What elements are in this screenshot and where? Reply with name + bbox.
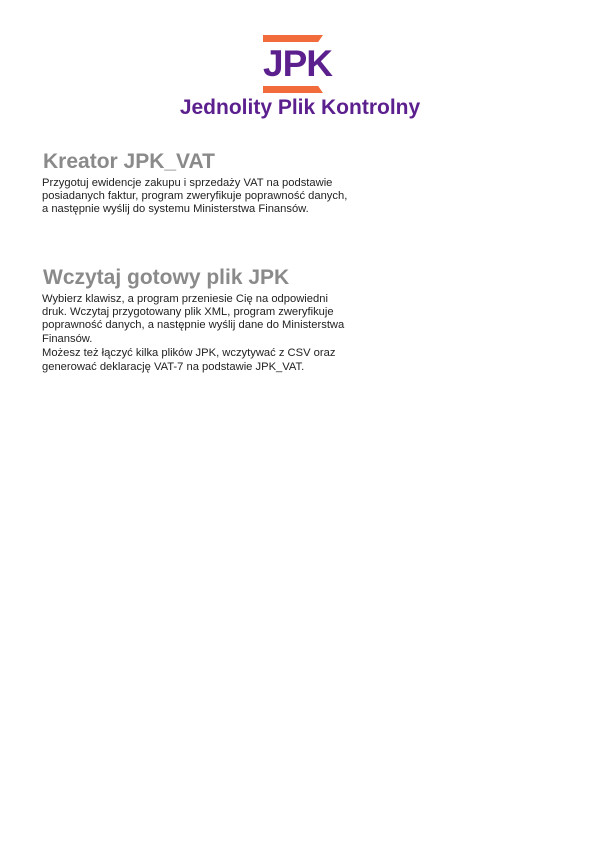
- text-line: generować deklarację VAT-7 na podstawie JPK_VAT.: [42, 361, 305, 374]
- text-line: druk. Wczytaj przygotowany plik XML, program zweryfikuje: [42, 306, 334, 319]
- section-title-kreator: Kreator JPK_VAT: [43, 150, 215, 173]
- text-line: Możesz też łączyć kilka plików JPK, wczytywać z CSV oraz: [42, 346, 336, 359]
- text-line: a następnie wyślij do systemu Ministerstwa Finansów.: [42, 203, 309, 216]
- app-title: Jednolity Plik Kontrolny: [179, 96, 421, 119]
- text-line: posiadanych faktur, program zweryfikuje poprawność danych,: [42, 190, 348, 203]
- logo-text: JPK: [263, 43, 332, 84]
- section-title-wczytaj: Wczytaj gotowy plik JPK: [43, 266, 290, 289]
- jpk-logo: [263, 35, 332, 93]
- section-text-wczytaj: [42, 293, 344, 374]
- section-text-kreator: [42, 177, 347, 217]
- text-line: Przygotuj ewidencje zakupu i sprzedaży VAT na podstawie: [42, 177, 333, 189]
- logo-top-bar: [263, 35, 323, 42]
- text-line: poprawność danych, a następnie wyślij dane do Ministerstwa: [42, 319, 345, 332]
- text-line: Finansów.: [42, 332, 93, 345]
- logo-bottom-bar: [263, 86, 323, 93]
- text-line: Wybierz klawisz, a program przeniesie Cię na odpowiedni: [42, 293, 328, 305]
